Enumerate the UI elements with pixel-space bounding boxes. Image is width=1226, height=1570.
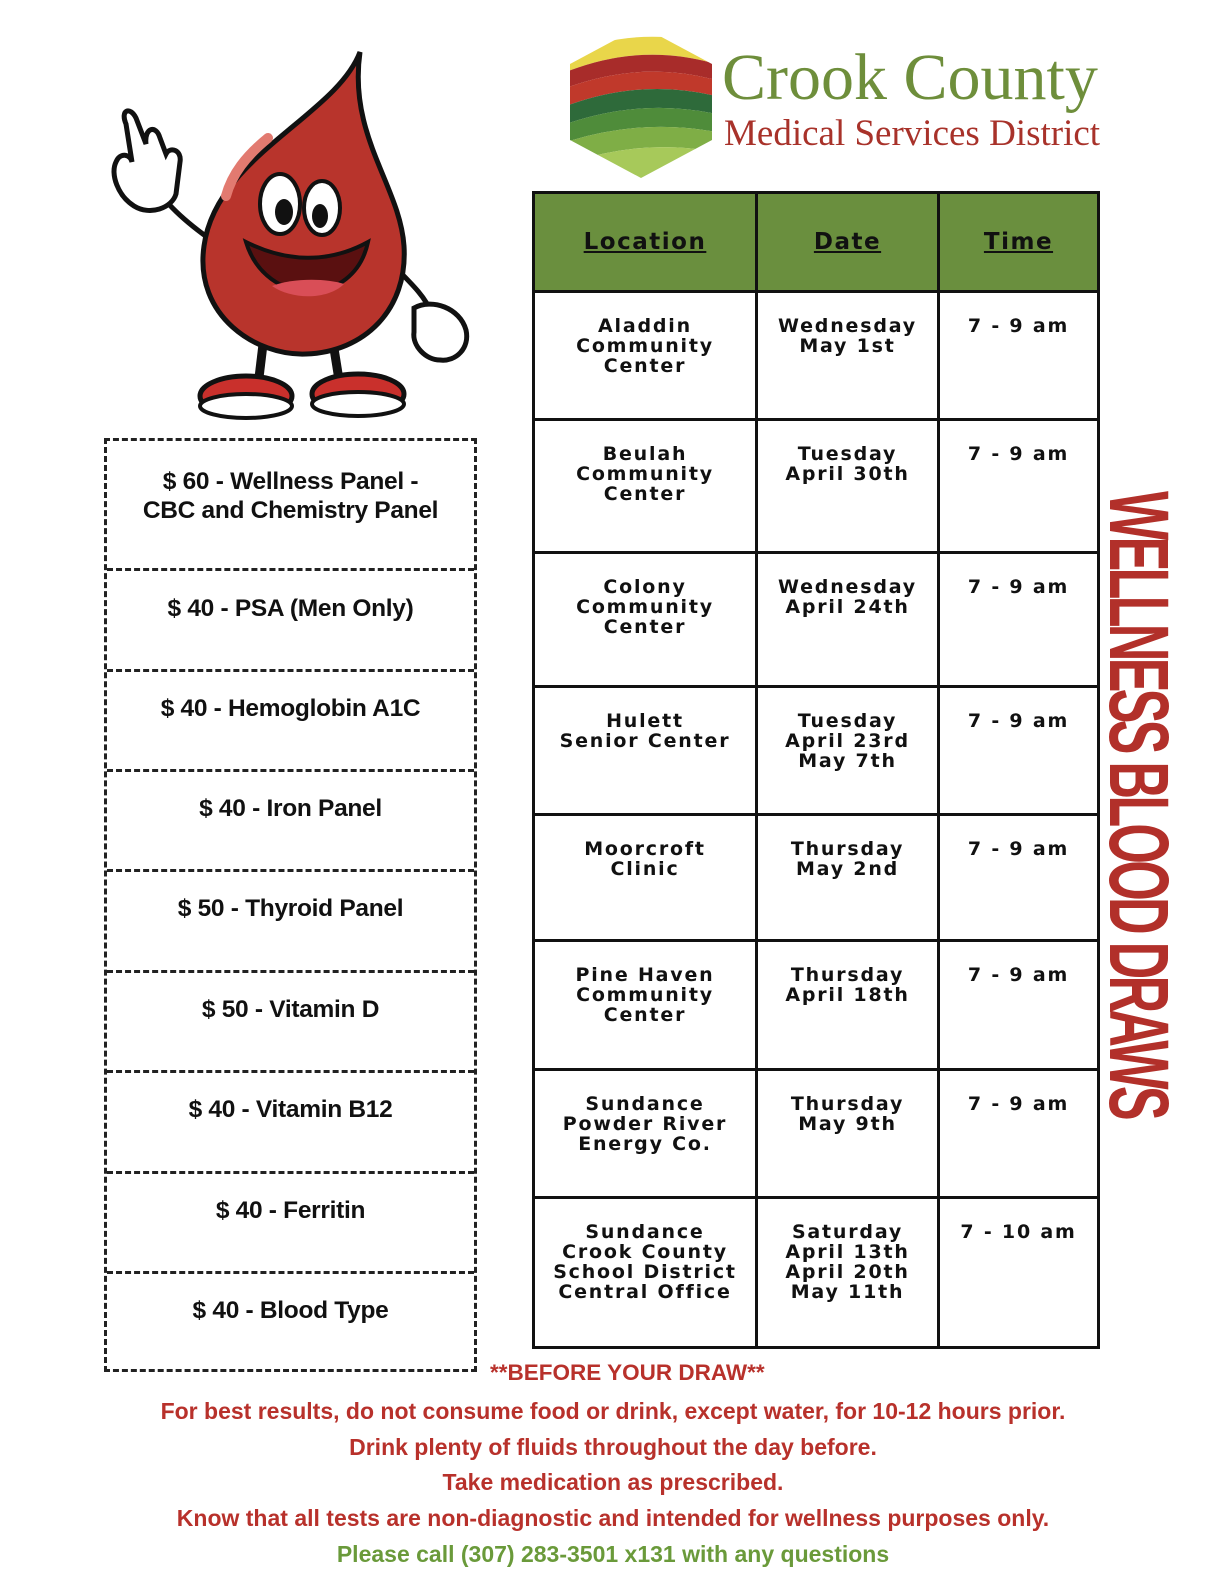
price-list bbox=[104, 438, 477, 1372]
date-cell bbox=[757, 1070, 939, 1198]
location-line: Energy Co. bbox=[578, 1133, 712, 1155]
location-line: Center bbox=[603, 355, 687, 377]
location-line: Colony bbox=[603, 576, 687, 598]
date-line: Thursday bbox=[790, 838, 905, 860]
location-line: Community bbox=[576, 596, 714, 618]
location-line: Sundance bbox=[585, 1221, 705, 1243]
price-label: $ 40 - PSA (Men Only) bbox=[167, 595, 414, 622]
table-row bbox=[534, 553, 1099, 687]
location-line: Crook County bbox=[562, 1241, 728, 1263]
price-item bbox=[107, 571, 474, 672]
location-line: Community bbox=[576, 335, 714, 357]
date-cell bbox=[757, 687, 939, 815]
location-line: Powder River bbox=[562, 1113, 728, 1135]
price-item bbox=[107, 441, 474, 571]
date-cell bbox=[757, 1198, 939, 1348]
location-cell bbox=[534, 553, 757, 687]
time-cell: 7 - 9 am bbox=[939, 815, 1099, 941]
location-cell bbox=[534, 941, 757, 1070]
location-line: Center bbox=[603, 1004, 687, 1026]
notes-heading: **BEFORE YOUR DRAW** bbox=[490, 1360, 765, 1385]
price-item bbox=[107, 1174, 474, 1274]
column-header-location: Location bbox=[534, 193, 757, 292]
price-label: $ 50 - Thyroid Panel bbox=[177, 895, 404, 922]
location-line: Moorcroft bbox=[584, 838, 706, 860]
price-label: $ 40 - Hemoglobin A1C bbox=[160, 695, 421, 722]
date-line: April 13th bbox=[785, 1241, 910, 1263]
date-cell bbox=[757, 553, 939, 687]
price-item bbox=[107, 872, 474, 973]
location-line: School District bbox=[553, 1261, 737, 1283]
table-row bbox=[534, 687, 1099, 815]
table-row bbox=[534, 815, 1099, 941]
note-line: Take medication as prescribed. bbox=[442, 1469, 784, 1495]
org-subtitle: Medical Services District bbox=[724, 113, 1101, 154]
table-row bbox=[534, 292, 1099, 420]
date-line: Thursday bbox=[790, 964, 905, 986]
date-line: May 11th bbox=[790, 1281, 905, 1303]
time-cell: 7 - 9 am bbox=[939, 1070, 1099, 1198]
location-line: Aladdin bbox=[598, 315, 692, 337]
time-cell: 7 - 9 am bbox=[939, 687, 1099, 815]
date-line: Tuesday bbox=[797, 443, 898, 465]
price-label: $ 60 - Wellness Panel - bbox=[162, 468, 419, 495]
date-cell bbox=[757, 941, 939, 1070]
price-item bbox=[107, 672, 474, 772]
price-label: $ 40 - Iron Panel bbox=[199, 795, 382, 822]
table-row bbox=[534, 1198, 1099, 1348]
date-line: May 7th bbox=[798, 750, 897, 772]
contact-line: Please call (307) 283-3501 x131 with any questions bbox=[336, 1541, 890, 1567]
time-cell: 7 - 9 am bbox=[939, 292, 1099, 420]
date-line: April 24th bbox=[785, 596, 910, 618]
location-cell bbox=[534, 292, 757, 420]
date-line: Tuesday bbox=[797, 710, 898, 732]
date-line: Wednesday bbox=[778, 315, 917, 337]
date-line: May 9th bbox=[798, 1113, 897, 1135]
price-item bbox=[107, 1274, 474, 1369]
date-line: April 18th bbox=[785, 984, 910, 1006]
date-cell bbox=[757, 420, 939, 553]
column-header-time: Time bbox=[939, 193, 1099, 292]
price-label: $ 50 - Vitamin D bbox=[201, 996, 380, 1023]
date-line: May 1st bbox=[799, 335, 896, 357]
table-row bbox=[534, 420, 1099, 553]
date-line: Wednesday bbox=[778, 576, 917, 598]
location-cell bbox=[534, 815, 757, 941]
price-label: $ 40 - Ferritin bbox=[215, 1197, 366, 1224]
location-line: Community bbox=[576, 463, 714, 485]
time-cell: 7 - 10 am bbox=[939, 1198, 1099, 1348]
table-row bbox=[534, 1070, 1099, 1198]
date-line: April 20th bbox=[785, 1261, 910, 1283]
blood-drop-mascot-icon bbox=[96, 46, 486, 430]
location-line: Center bbox=[603, 483, 687, 505]
time-cell: 7 - 9 am bbox=[939, 553, 1099, 687]
schedule-table bbox=[532, 191, 1100, 1349]
date-line: May 2nd bbox=[795, 858, 900, 880]
location-line: Pine Haven bbox=[575, 964, 715, 986]
location-line: Senior Center bbox=[559, 730, 731, 752]
note-line: Know that all tests are non-diagnostic and intended for wellness purposes only. bbox=[176, 1505, 1050, 1531]
price-item bbox=[107, 973, 474, 1073]
date-cell bbox=[757, 815, 939, 941]
price-label: $ 40 - Vitamin B12 bbox=[188, 1096, 393, 1123]
price-label: CBC and Chemistry Panel bbox=[142, 497, 439, 524]
price-item bbox=[107, 772, 474, 872]
vertical-title bbox=[1092, 299, 1186, 1308]
location-line: Hulett bbox=[606, 710, 684, 732]
table-header-row bbox=[534, 193, 1099, 292]
table-row bbox=[534, 941, 1099, 1070]
time-cell: 7 - 9 am bbox=[939, 420, 1099, 553]
location-line: Community bbox=[576, 984, 714, 1006]
column-header-date: Date bbox=[757, 193, 939, 292]
price-item bbox=[107, 1073, 474, 1174]
location-line: Central Office bbox=[558, 1281, 732, 1303]
date-line: Saturday bbox=[791, 1221, 904, 1243]
note-line: For best results, do not consume food or drink, except water, for 10-12 hours prior. bbox=[160, 1398, 1066, 1424]
location-line: Clinic bbox=[610, 858, 680, 880]
time-cell: 7 - 9 am bbox=[939, 941, 1099, 1070]
date-line: Thursday bbox=[790, 1093, 905, 1115]
org-name: Crook County bbox=[722, 41, 1098, 114]
date-line: April 30th bbox=[785, 463, 910, 485]
location-cell bbox=[534, 1198, 757, 1348]
date-line: April 23rd bbox=[785, 730, 910, 752]
location-cell bbox=[534, 1070, 757, 1198]
location-cell bbox=[534, 420, 757, 553]
location-line: Sundance bbox=[585, 1093, 705, 1115]
price-label: $ 40 - Blood Type bbox=[192, 1297, 389, 1324]
location-cell bbox=[534, 687, 757, 815]
hexagon-stripes-logo-icon bbox=[566, 24, 716, 180]
note-line: Drink plenty of fluids throughout the day before. bbox=[349, 1434, 877, 1460]
vertical-title-text: WELLNESS BLOOD DRAWS bbox=[1092, 491, 1186, 1117]
location-line: Beulah bbox=[602, 443, 688, 465]
location-line: Center bbox=[603, 616, 687, 638]
date-cell bbox=[757, 292, 939, 420]
